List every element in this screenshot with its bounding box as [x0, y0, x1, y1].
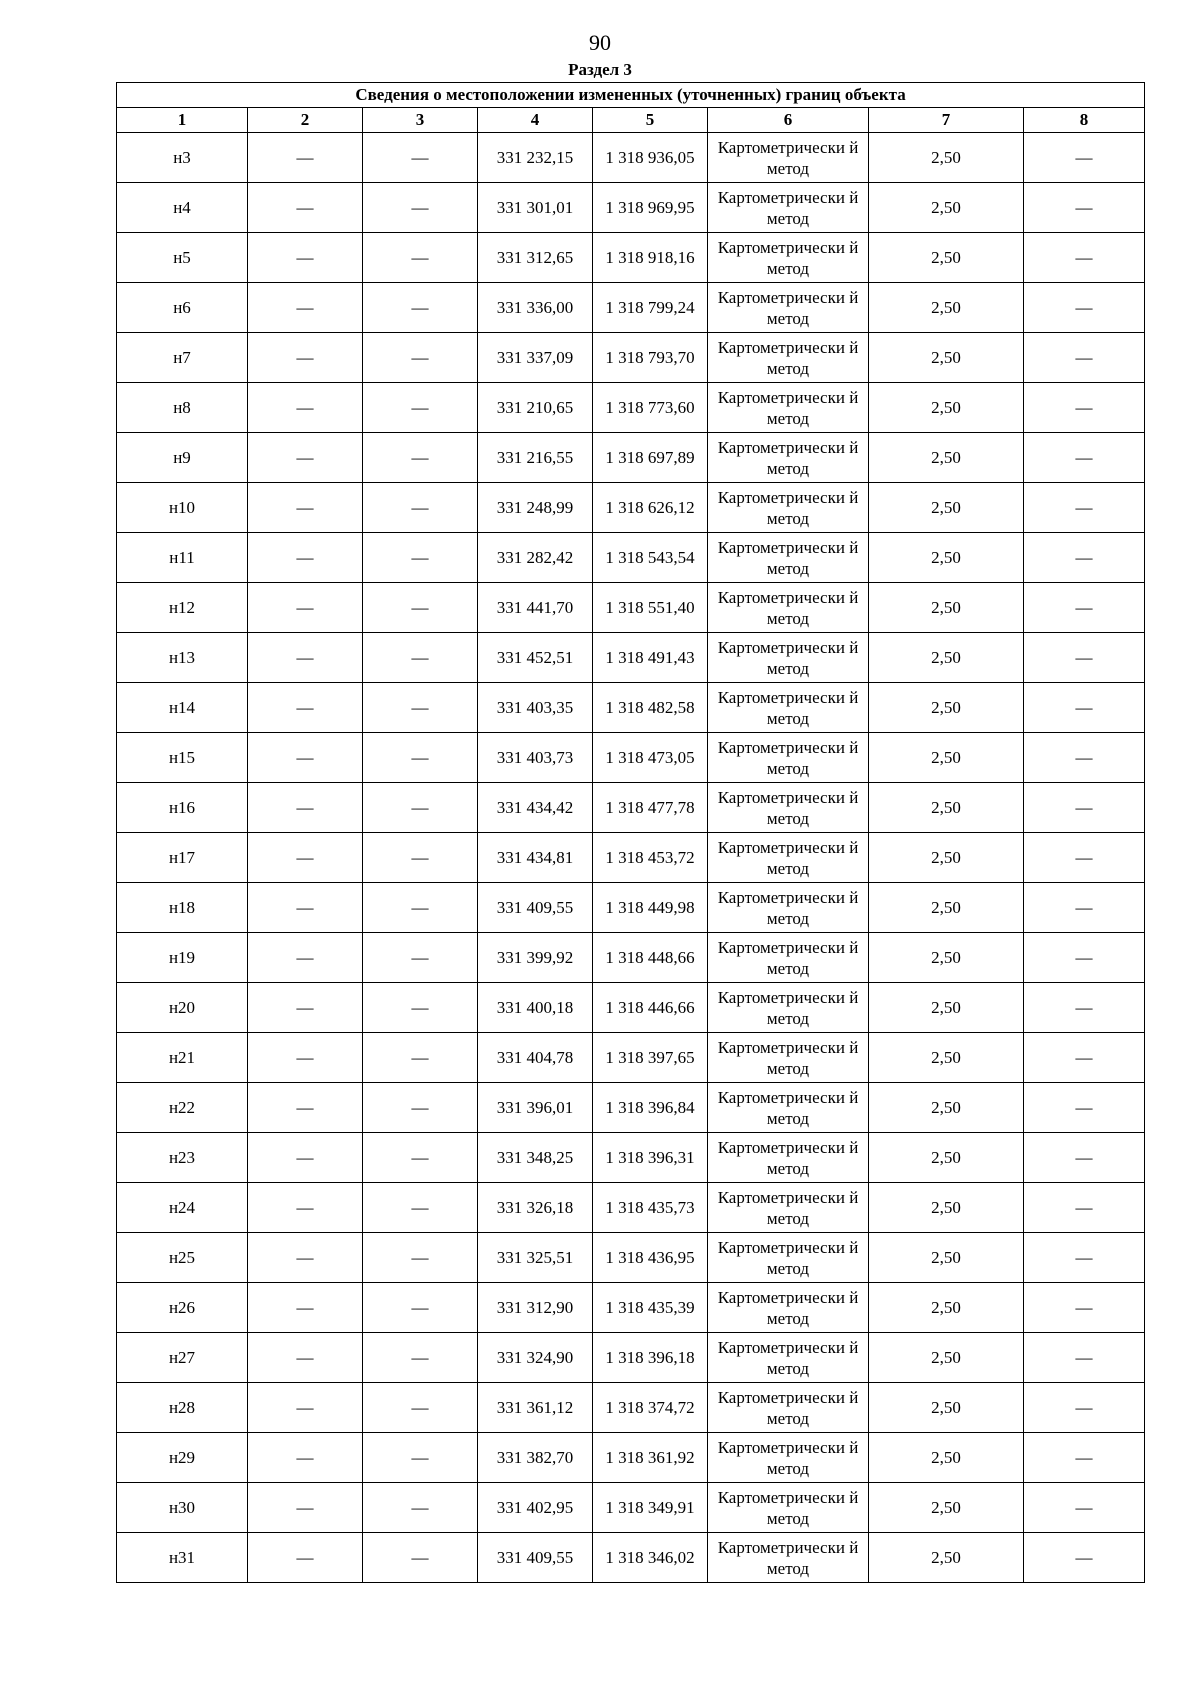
- precision-cell: 2,50: [869, 833, 1024, 883]
- empty-value-cell: —: [1024, 683, 1145, 733]
- empty-value-cell: —: [248, 1533, 363, 1583]
- empty-value-cell: —: [363, 683, 478, 733]
- precision-cell: 2,50: [869, 433, 1024, 483]
- empty-value-cell: —: [363, 183, 478, 233]
- table-row: [117, 133, 1145, 183]
- x-coordinate-cell: 331 361,12: [478, 1383, 593, 1433]
- table-row: [117, 1233, 1145, 1283]
- empty-value-cell: —: [248, 833, 363, 883]
- x-coordinate-cell: 331 441,70: [478, 583, 593, 633]
- point-cell: н15: [117, 733, 248, 783]
- empty-value-cell: —: [363, 583, 478, 633]
- point-cell: н26: [117, 1283, 248, 1333]
- point-cell: н10: [117, 483, 248, 533]
- y-coordinate-cell: 1 318 551,40: [593, 583, 708, 633]
- table-row: [117, 433, 1145, 483]
- method-cell: Картометрически й метод: [708, 1083, 869, 1133]
- x-coordinate-cell: 331 404,78: [478, 1033, 593, 1083]
- precision-cell: 2,50: [869, 1483, 1024, 1533]
- empty-value-cell: —: [363, 1283, 478, 1333]
- y-coordinate-cell: 1 318 473,05: [593, 733, 708, 783]
- empty-value-cell: —: [363, 433, 478, 483]
- x-coordinate-cell: 331 348,25: [478, 1133, 593, 1183]
- precision-cell: 2,50: [869, 1233, 1024, 1283]
- method-cell: Картометрически й метод: [708, 1133, 869, 1183]
- method-cell: Картометрически й метод: [708, 133, 869, 183]
- empty-value-cell: —: [1024, 783, 1145, 833]
- y-coordinate-cell: 1 318 543,54: [593, 533, 708, 583]
- empty-value-cell: —: [248, 1183, 363, 1233]
- empty-value-cell: —: [363, 1533, 478, 1583]
- x-coordinate-cell: 331 399,92: [478, 933, 593, 983]
- empty-value-cell: —: [363, 483, 478, 533]
- y-coordinate-cell: 1 318 969,95: [593, 183, 708, 233]
- empty-value-cell: —: [363, 783, 478, 833]
- precision-cell: 2,50: [869, 533, 1024, 583]
- y-coordinate-cell: 1 318 491,43: [593, 633, 708, 683]
- method-cell: Картометрически й метод: [708, 233, 869, 283]
- point-cell: н21: [117, 1033, 248, 1083]
- table-row: [117, 1383, 1145, 1433]
- y-coordinate-cell: 1 318 448,66: [593, 933, 708, 983]
- column-number: 2: [248, 108, 363, 133]
- table-body: [117, 133, 1145, 1583]
- table-row: [117, 383, 1145, 433]
- y-coordinate-cell: 1 318 453,72: [593, 833, 708, 883]
- empty-value-cell: —: [363, 283, 478, 333]
- empty-value-cell: —: [363, 533, 478, 583]
- point-cell: н31: [117, 1533, 248, 1583]
- method-cell: Картометрически й метод: [708, 783, 869, 833]
- x-coordinate-cell: 331 434,42: [478, 783, 593, 833]
- point-cell: н30: [117, 1483, 248, 1533]
- empty-value-cell: —: [248, 1433, 363, 1483]
- method-cell: Картометрически й метод: [708, 1533, 869, 1583]
- point-cell: н22: [117, 1083, 248, 1133]
- empty-value-cell: —: [363, 333, 478, 383]
- table-row: [117, 233, 1145, 283]
- column-number: 3: [363, 108, 478, 133]
- empty-value-cell: —: [248, 1483, 363, 1533]
- x-coordinate-cell: 331 409,55: [478, 883, 593, 933]
- method-cell: Картометрически й метод: [708, 1433, 869, 1483]
- point-cell: н17: [117, 833, 248, 883]
- y-coordinate-cell: 1 318 697,89: [593, 433, 708, 483]
- point-cell: н12: [117, 583, 248, 633]
- y-coordinate-cell: 1 318 396,31: [593, 1133, 708, 1183]
- table-row: [117, 733, 1145, 783]
- empty-value-cell: —: [248, 983, 363, 1033]
- empty-value-cell: —: [363, 1233, 478, 1283]
- empty-value-cell: —: [1024, 1283, 1145, 1333]
- empty-value-cell: —: [363, 233, 478, 283]
- column-number-row: [117, 108, 1145, 133]
- x-coordinate-cell: 331 382,70: [478, 1433, 593, 1483]
- empty-value-cell: —: [363, 883, 478, 933]
- table-row: [117, 333, 1145, 383]
- precision-cell: 2,50: [869, 1033, 1024, 1083]
- precision-cell: 2,50: [869, 933, 1024, 983]
- empty-value-cell: —: [363, 1033, 478, 1083]
- method-cell: Картометрически й метод: [708, 733, 869, 783]
- empty-value-cell: —: [1024, 433, 1145, 483]
- empty-value-cell: —: [248, 783, 363, 833]
- empty-value-cell: —: [248, 283, 363, 333]
- x-coordinate-cell: 331 216,55: [478, 433, 593, 483]
- table-row: [117, 933, 1145, 983]
- method-cell: Картометрически й метод: [708, 183, 869, 233]
- point-cell: н19: [117, 933, 248, 983]
- empty-value-cell: —: [248, 483, 363, 533]
- x-coordinate-cell: 331 248,99: [478, 483, 593, 533]
- empty-value-cell: —: [1024, 983, 1145, 1033]
- empty-value-cell: —: [363, 933, 478, 983]
- precision-cell: 2,50: [869, 283, 1024, 333]
- empty-value-cell: —: [1024, 1233, 1145, 1283]
- point-cell: н3: [117, 133, 248, 183]
- x-coordinate-cell: 331 400,18: [478, 983, 593, 1033]
- table-caption-row: [117, 83, 1145, 108]
- empty-value-cell: —: [363, 1333, 478, 1383]
- point-cell: н29: [117, 1433, 248, 1483]
- y-coordinate-cell: 1 318 435,39: [593, 1283, 708, 1333]
- x-coordinate-cell: 331 434,81: [478, 833, 593, 883]
- point-cell: н23: [117, 1133, 248, 1183]
- table-row: [117, 1033, 1145, 1083]
- x-coordinate-cell: 331 210,65: [478, 383, 593, 433]
- empty-value-cell: —: [1024, 1183, 1145, 1233]
- empty-value-cell: —: [363, 983, 478, 1033]
- precision-cell: 2,50: [869, 633, 1024, 683]
- y-coordinate-cell: 1 318 482,58: [593, 683, 708, 733]
- x-coordinate-cell: 331 301,01: [478, 183, 593, 233]
- point-cell: н11: [117, 533, 248, 583]
- x-coordinate-cell: 331 232,15: [478, 133, 593, 183]
- precision-cell: 2,50: [869, 583, 1024, 633]
- y-coordinate-cell: 1 318 396,84: [593, 1083, 708, 1133]
- empty-value-cell: —: [248, 933, 363, 983]
- table-row: [117, 1483, 1145, 1533]
- method-cell: Картометрически й метод: [708, 1483, 869, 1533]
- table-row: [117, 783, 1145, 833]
- empty-value-cell: —: [1024, 283, 1145, 333]
- y-coordinate-cell: 1 318 397,65: [593, 1033, 708, 1083]
- method-cell: Картометрически й метод: [708, 1233, 869, 1283]
- empty-value-cell: —: [248, 233, 363, 283]
- empty-value-cell: —: [248, 1383, 363, 1433]
- point-cell: н6: [117, 283, 248, 333]
- x-coordinate-cell: 331 403,35: [478, 683, 593, 733]
- table-row: [117, 283, 1145, 333]
- empty-value-cell: —: [248, 433, 363, 483]
- table-row: [117, 833, 1145, 883]
- precision-cell: 2,50: [869, 183, 1024, 233]
- x-coordinate-cell: 331 452,51: [478, 633, 593, 683]
- method-cell: Картометрически й метод: [708, 583, 869, 633]
- method-cell: Картометрически й метод: [708, 333, 869, 383]
- precision-cell: 2,50: [869, 1333, 1024, 1383]
- empty-value-cell: —: [363, 633, 478, 683]
- precision-cell: 2,50: [869, 683, 1024, 733]
- table-row: [117, 483, 1145, 533]
- method-cell: Картометрически й метод: [708, 1283, 869, 1333]
- y-coordinate-cell: 1 318 799,24: [593, 283, 708, 333]
- y-coordinate-cell: 1 318 435,73: [593, 1183, 708, 1233]
- empty-value-cell: —: [363, 733, 478, 783]
- page-number: 90: [589, 30, 611, 55]
- point-cell: н25: [117, 1233, 248, 1283]
- method-cell: Картометрически й метод: [708, 483, 869, 533]
- empty-value-cell: —: [1024, 1383, 1145, 1433]
- x-coordinate-cell: 331 324,90: [478, 1333, 593, 1383]
- x-coordinate-cell: 331 312,65: [478, 233, 593, 283]
- table-row: [117, 1083, 1145, 1133]
- table-row: [117, 1433, 1145, 1483]
- point-cell: н24: [117, 1183, 248, 1233]
- empty-value-cell: —: [1024, 583, 1145, 633]
- empty-value-cell: —: [248, 733, 363, 783]
- table-row: [117, 183, 1145, 233]
- point-cell: н13: [117, 633, 248, 683]
- x-coordinate-cell: 331 312,90: [478, 1283, 593, 1333]
- empty-value-cell: —: [1024, 1033, 1145, 1083]
- empty-value-cell: —: [1024, 183, 1145, 233]
- point-cell: н7: [117, 333, 248, 383]
- column-number: 1: [117, 108, 248, 133]
- empty-value-cell: —: [1024, 233, 1145, 283]
- method-cell: Картометрически й метод: [708, 383, 869, 433]
- empty-value-cell: —: [363, 1083, 478, 1133]
- empty-value-cell: —: [1024, 1433, 1145, 1483]
- precision-cell: 2,50: [869, 1433, 1024, 1483]
- point-cell: н8: [117, 383, 248, 433]
- empty-value-cell: —: [248, 1233, 363, 1283]
- empty-value-cell: —: [1024, 133, 1145, 183]
- method-cell: Картометрически й метод: [708, 883, 869, 933]
- x-coordinate-cell: 331 325,51: [478, 1233, 593, 1283]
- table-row: [117, 1333, 1145, 1383]
- y-coordinate-cell: 1 318 477,78: [593, 783, 708, 833]
- precision-cell: 2,50: [869, 1083, 1024, 1133]
- empty-value-cell: —: [248, 383, 363, 433]
- empty-value-cell: —: [248, 1133, 363, 1183]
- point-cell: н5: [117, 233, 248, 283]
- x-coordinate-cell: 331 402,95: [478, 1483, 593, 1533]
- y-coordinate-cell: 1 318 793,70: [593, 333, 708, 383]
- precision-cell: 2,50: [869, 1183, 1024, 1233]
- precision-cell: 2,50: [869, 983, 1024, 1033]
- empty-value-cell: —: [248, 1033, 363, 1083]
- x-coordinate-cell: 331 336,00: [478, 283, 593, 333]
- method-cell: Картометрически й метод: [708, 833, 869, 883]
- column-number: 5: [593, 108, 708, 133]
- x-coordinate-cell: 331 403,73: [478, 733, 593, 783]
- empty-value-cell: —: [248, 1283, 363, 1333]
- x-coordinate-cell: 331 282,42: [478, 533, 593, 583]
- table-row: [117, 633, 1145, 683]
- method-cell: Картометрически й метод: [708, 683, 869, 733]
- method-cell: Картометрически й метод: [708, 1183, 869, 1233]
- empty-value-cell: —: [248, 633, 363, 683]
- empty-value-cell: —: [363, 1433, 478, 1483]
- empty-value-cell: —: [248, 183, 363, 233]
- y-coordinate-cell: 1 318 773,60: [593, 383, 708, 433]
- y-coordinate-cell: 1 318 626,12: [593, 483, 708, 533]
- precision-cell: 2,50: [869, 483, 1024, 533]
- empty-value-cell: —: [1024, 1333, 1145, 1383]
- y-coordinate-cell: 1 318 449,98: [593, 883, 708, 933]
- y-coordinate-cell: 1 318 346,02: [593, 1533, 708, 1583]
- x-coordinate-cell: 331 337,09: [478, 333, 593, 383]
- table-row: [117, 1133, 1145, 1183]
- column-number: 4: [478, 108, 593, 133]
- table-row: [117, 883, 1145, 933]
- empty-value-cell: —: [1024, 633, 1145, 683]
- method-cell: Картометрически й метод: [708, 283, 869, 333]
- table-row: [117, 1283, 1145, 1333]
- point-cell: н9: [117, 433, 248, 483]
- point-cell: н28: [117, 1383, 248, 1433]
- point-cell: н18: [117, 883, 248, 933]
- table-row: [117, 1533, 1145, 1583]
- y-coordinate-cell: 1 318 918,16: [593, 233, 708, 283]
- precision-cell: 2,50: [869, 1283, 1024, 1333]
- empty-value-cell: —: [1024, 883, 1145, 933]
- precision-cell: 2,50: [869, 1383, 1024, 1433]
- y-coordinate-cell: 1 318 361,92: [593, 1433, 708, 1483]
- y-coordinate-cell: 1 318 374,72: [593, 1383, 708, 1433]
- empty-value-cell: —: [248, 883, 363, 933]
- empty-value-cell: —: [1024, 933, 1145, 983]
- boundary-coordinates-table: [116, 82, 1145, 1583]
- section-title: Раздел 3: [568, 60, 632, 79]
- x-coordinate-cell: 331 396,01: [478, 1083, 593, 1133]
- empty-value-cell: —: [248, 333, 363, 383]
- y-coordinate-cell: 1 318 396,18: [593, 1333, 708, 1383]
- empty-value-cell: —: [1024, 833, 1145, 883]
- method-cell: Картометрически й метод: [708, 983, 869, 1033]
- empty-value-cell: —: [1024, 1483, 1145, 1533]
- x-coordinate-cell: 331 409,55: [478, 1533, 593, 1583]
- empty-value-cell: —: [248, 583, 363, 633]
- empty-value-cell: —: [363, 1183, 478, 1233]
- precision-cell: 2,50: [869, 883, 1024, 933]
- empty-value-cell: —: [1024, 383, 1145, 433]
- column-number: 6: [708, 108, 869, 133]
- y-coordinate-cell: 1 318 349,91: [593, 1483, 708, 1533]
- table-caption: Сведения о местоположении измененных (уточненных) границ объекта: [117, 83, 1145, 108]
- column-number: 8: [1024, 108, 1145, 133]
- method-cell: Картометрически й метод: [708, 1383, 869, 1433]
- point-cell: н27: [117, 1333, 248, 1383]
- point-cell: н16: [117, 783, 248, 833]
- precision-cell: 2,50: [869, 233, 1024, 283]
- table-row: [117, 583, 1145, 633]
- x-coordinate-cell: 331 326,18: [478, 1183, 593, 1233]
- method-cell: Картометрически й метод: [708, 533, 869, 583]
- table-row: [117, 533, 1145, 583]
- precision-cell: 2,50: [869, 333, 1024, 383]
- y-coordinate-cell: 1 318 446,66: [593, 983, 708, 1033]
- empty-value-cell: —: [248, 1083, 363, 1133]
- empty-value-cell: —: [363, 1383, 478, 1433]
- precision-cell: 2,50: [869, 1533, 1024, 1583]
- empty-value-cell: —: [1024, 1133, 1145, 1183]
- empty-value-cell: —: [248, 1333, 363, 1383]
- point-cell: н4: [117, 183, 248, 233]
- empty-value-cell: —: [1024, 333, 1145, 383]
- empty-value-cell: —: [1024, 533, 1145, 583]
- table-row: [117, 683, 1145, 733]
- empty-value-cell: —: [363, 833, 478, 883]
- table-row: [117, 1183, 1145, 1233]
- column-number: 7: [869, 108, 1024, 133]
- empty-value-cell: —: [248, 533, 363, 583]
- precision-cell: 2,50: [869, 133, 1024, 183]
- y-coordinate-cell: 1 318 936,05: [593, 133, 708, 183]
- precision-cell: 2,50: [869, 383, 1024, 433]
- precision-cell: 2,50: [869, 783, 1024, 833]
- empty-value-cell: —: [363, 133, 478, 183]
- empty-value-cell: —: [248, 133, 363, 183]
- empty-value-cell: —: [1024, 733, 1145, 783]
- empty-value-cell: —: [248, 683, 363, 733]
- y-coordinate-cell: 1 318 436,95: [593, 1233, 708, 1283]
- empty-value-cell: —: [1024, 483, 1145, 533]
- method-cell: Картометрически й метод: [708, 633, 869, 683]
- empty-value-cell: —: [363, 383, 478, 433]
- empty-value-cell: —: [363, 1133, 478, 1183]
- method-cell: Картометрически й метод: [708, 1333, 869, 1383]
- method-cell: Картометрически й метод: [708, 433, 869, 483]
- empty-value-cell: —: [1024, 1533, 1145, 1583]
- method-cell: Картометрически й метод: [708, 933, 869, 983]
- point-cell: н14: [117, 683, 248, 733]
- table-row: [117, 983, 1145, 1033]
- precision-cell: 2,50: [869, 1133, 1024, 1183]
- method-cell: Картометрически й метод: [708, 1033, 869, 1083]
- precision-cell: 2,50: [869, 733, 1024, 783]
- point-cell: н20: [117, 983, 248, 1033]
- empty-value-cell: —: [363, 1483, 478, 1533]
- empty-value-cell: —: [1024, 1083, 1145, 1133]
